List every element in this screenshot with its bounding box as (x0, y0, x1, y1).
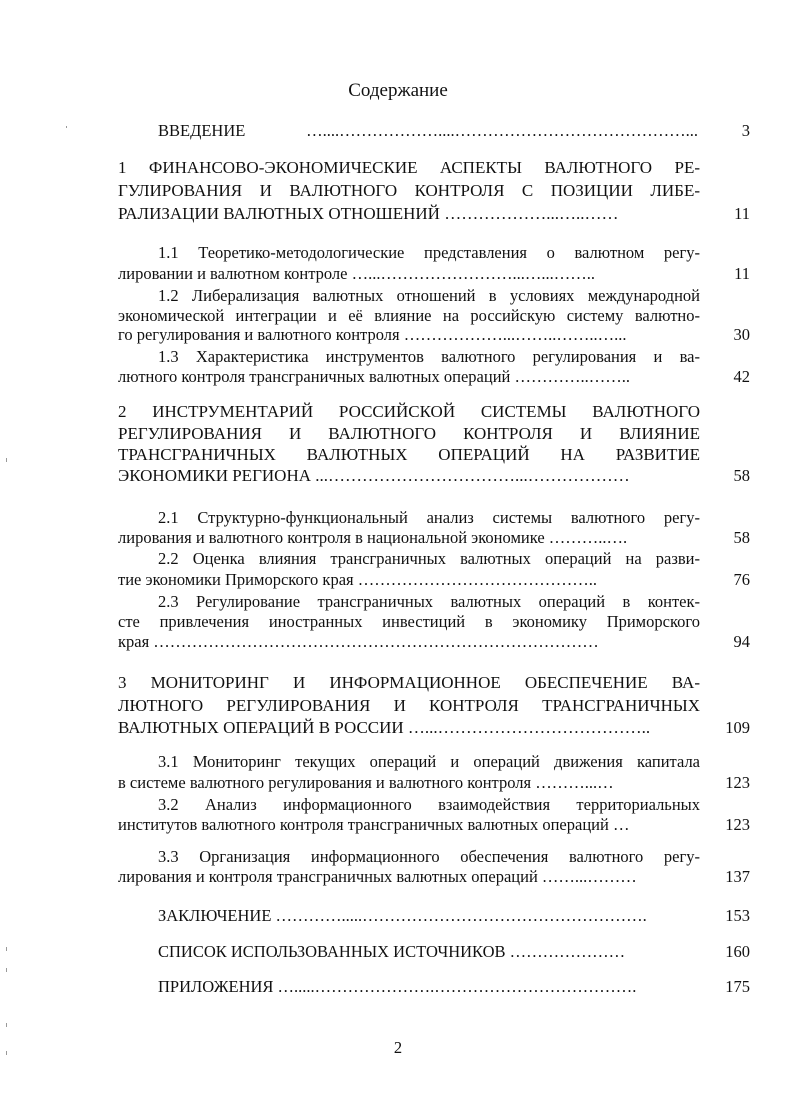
toc-conclusion: ЗАКЛЮЧЕНИЕ ………….....……………………………………………. (158, 906, 647, 925)
toc-page-number: 3 (741, 121, 750, 140)
toc-subsection-3-2-line: институтов валютного контроля трансграничных валютных операций … (118, 815, 630, 834)
toc-intro: ВВЕДЕНИЕ …....………………....……………………………………... (158, 121, 698, 140)
page-title: Содержание (348, 80, 448, 101)
toc-page-number: 123 (725, 773, 750, 792)
toc-section-3-line: 3 МОНИТОРИНГ И ИНФОРМАЦИОННОЕ ОБЕСПЕЧЕНИЕ ВА- (118, 673, 700, 692)
toc-subsection-1-3-line: 1.3 Характеристика инструментов валютного регулирования и ва- (158, 347, 700, 366)
toc-page-number: 76 (733, 570, 750, 589)
toc-subsection-3-3-line: лирования и контроля трансграничных валютных операций ……...……… (118, 867, 637, 886)
toc-page-number: 30 (733, 325, 750, 344)
toc-subsection-3-2-line: 3.2 Анализ информационного взаимодействия территориальных (158, 795, 700, 814)
toc-page-number: 11 (734, 264, 750, 283)
toc-subsection-1-1-line: 1.1 Теоретико-методологические представления о валютном регу- (158, 243, 700, 262)
toc-appendix: ПРИЛОЖЕНИЯ ….....………………….………………………………. (158, 977, 637, 996)
toc-subsection-2-2-line: тие экономики Приморского края …………………………………….. (118, 570, 597, 589)
toc-section-3-line: ЛЮТНОГО РЕГУЛИРОВАНИЯ И КОНТРОЛЯ ТРАНСГРАНИЧНЫХ (118, 696, 700, 715)
toc-page-number: 58 (733, 466, 750, 485)
toc-sources: СПИСОК ИСПОЛЬЗОВАННЫХ ИСТОЧНИКОВ ………………… (158, 942, 626, 961)
toc-subsection-1-2-line: го регулирования и валютного контроля ………………...……..……..…... (118, 325, 627, 344)
toc-page-number: 137 (725, 867, 750, 886)
toc-section-2-line: ЭКОНОМИКИ РЕГИОНА ...……………………………...……………… (118, 466, 630, 485)
toc-page-number: 153 (725, 906, 750, 925)
scan-speck (66, 126, 67, 128)
toc-section-1-line: РАЛИЗАЦИИ ВАЛЮТНЫХ ОТНОШЕНИЙ ………………...…..…… (118, 204, 619, 223)
toc-section-2-line: 2 ИНСТРУМЕНТАРИЙ РОССИЙСКОЙ СИСТЕМЫ ВАЛЮТНОГО (118, 402, 700, 421)
toc-subsection-2-3-line: 2.3 Регулирование трансграничных валютных операций в контек- (158, 592, 700, 611)
page-number: 2 (393, 1038, 403, 1057)
toc-subsection-3-1-line: в системе валютного регулирования и валютного контроля ………...… (118, 773, 614, 792)
toc-page-number: 11 (734, 204, 750, 223)
toc-subsection-2-1-line: лирования и валютного контроля в национальной экономике ………..…. (118, 528, 628, 547)
toc-subsection-1-2-line: экономической интеграции и её влияние на российскую систему валютно- (118, 306, 700, 325)
toc-section-1-line: ГУЛИРОВАНИЯ И ВАЛЮТНОГО КОНТРОЛЯ С ПОЗИЦИИ ЛИБЕ- (118, 181, 700, 200)
toc-section-2-line: РЕГУЛИРОВАНИЯ И ВАЛЮТНОГО КОНТРОЛЯ И ВЛИЯНИЕ (118, 424, 700, 443)
toc-section-1-line: 1 ФИНАНСОВО-ЭКОНОМИЧЕСКИЕ АСПЕКТЫ ВАЛЮТНОГО РЕ- (118, 158, 700, 177)
toc-section-3-line: ВАЛЮТНЫХ ОПЕРАЦИЙ В РОССИИ …...……………………………….. (118, 718, 651, 737)
scan-speck (6, 1023, 7, 1027)
toc-subsection-3-3-line: 3.3 Организация информационного обеспечения валютного регу- (158, 847, 700, 866)
toc-section-2-line: ТРАНСГРАНИЧНЫХ ВАЛЮТНЫХ ОПЕРАЦИЙ НА РАЗВИТИЕ (118, 445, 700, 464)
toc-page-number: 160 (725, 942, 750, 961)
scan-speck (6, 947, 7, 951)
scan-speck (6, 968, 7, 972)
toc-subsection-1-1-line: лировании и валютном контроле …...……………………...…...…….. (118, 264, 595, 283)
scan-speck (6, 1051, 7, 1055)
scan-speck (6, 458, 7, 462)
toc-page-number: 58 (733, 528, 750, 547)
toc-subsection-2-2-line: 2.2 Оценка влияния трансграничных валютных операций на разви- (158, 549, 700, 568)
toc-page-number: 42 (733, 367, 750, 386)
toc-page-number: 94 (733, 632, 750, 651)
toc-subsection-2-3-line: сте привлечения иностранных инвестиций в экономику Приморского (118, 612, 700, 631)
toc-subsection-2-1-line: 2.1 Структурно-функциональный анализ системы валютного регу- (158, 508, 700, 527)
toc-page-number: 109 (725, 718, 750, 737)
toc-subsection-1-2-line: 1.2 Либерализация валютных отношений в условиях международной (158, 286, 700, 305)
toc-page-number: 123 (725, 815, 750, 834)
toc-page-number: 175 (725, 977, 750, 996)
toc-subsection-1-3-line: лютного контроля трансграничных валютных операций …………..…….. (118, 367, 630, 386)
toc-subsection-2-3-line: края ……………………………………………………………………… (118, 632, 599, 651)
toc-subsection-3-1-line: 3.1 Мониторинг текущих операций и операций движения капитала (158, 752, 700, 771)
